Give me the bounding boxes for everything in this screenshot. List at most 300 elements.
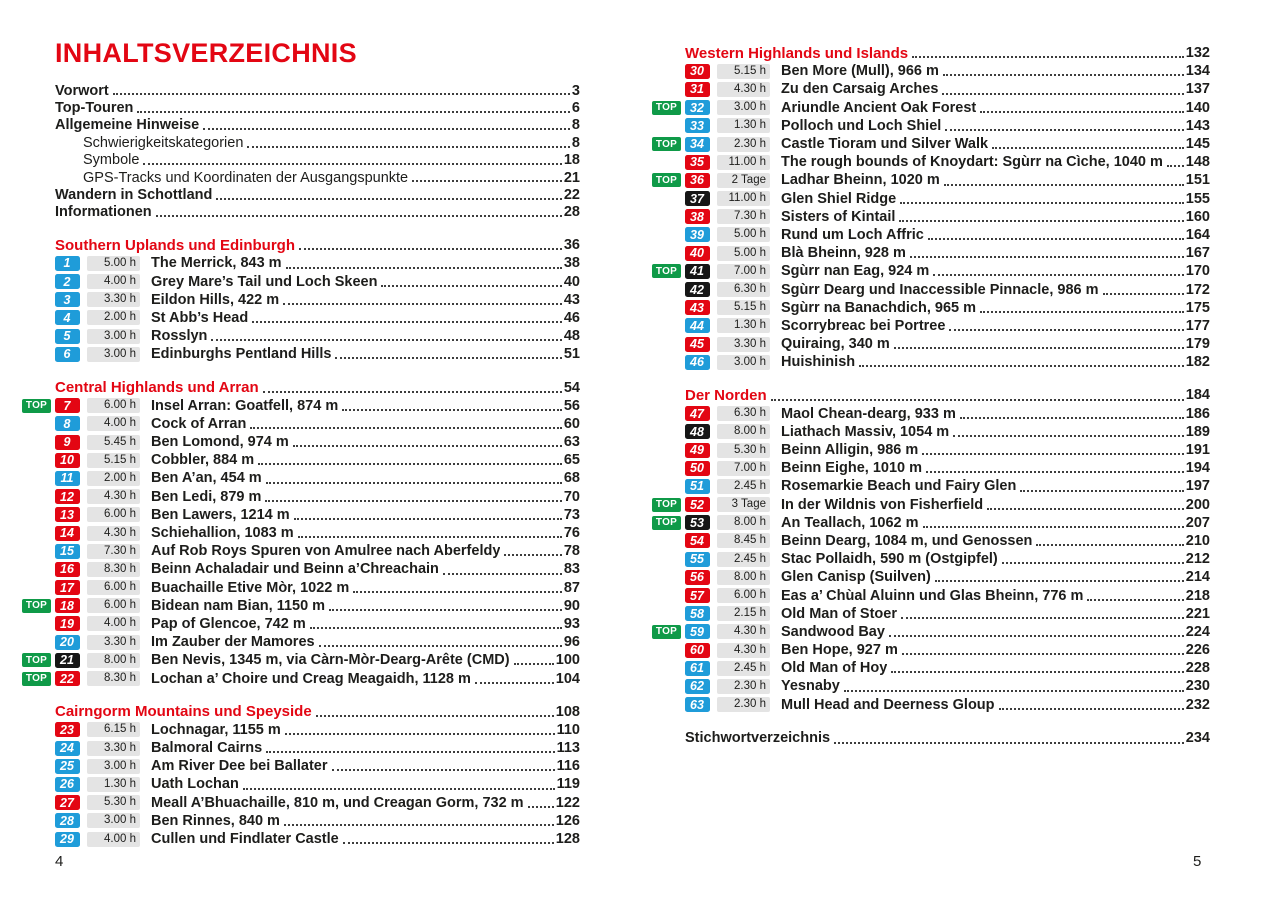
tour-duration: 7.30 h [87, 544, 140, 559]
tour-row [652, 62, 1210, 80]
top-badge-slot [22, 653, 55, 667]
dot-leader [113, 93, 570, 95]
tour-title: Rosemarkie Beach und Fairy Glen [781, 478, 1017, 495]
tour-number-badge: 57 [685, 588, 710, 603]
tour-duration: 5.30 h [87, 795, 140, 810]
tour-title: Ben Lawers, 1214 m [151, 506, 290, 523]
tour-duration: 2.15 h [717, 606, 770, 621]
tour-title: Liathach Massiv, 1054 m [781, 423, 950, 440]
tour-title: Meall A’Bhuachaille, 810 m, und Creagan Gorm, 732 m [151, 794, 524, 811]
tour-row [652, 550, 1210, 568]
page-ref: 167 [1185, 245, 1210, 262]
toc-front-entry [55, 152, 580, 169]
tour-duration: 6.00 h [87, 398, 140, 413]
tour-title: Uath Lochan [151, 776, 239, 793]
dot-leader [528, 806, 554, 808]
tour-title: Grey Mare’s Tail und Loch Skeen [151, 273, 378, 290]
tour-duration: 3.00 h [87, 347, 140, 362]
tour-number-badge: 29 [55, 832, 80, 847]
dot-leader [316, 715, 554, 717]
tour-duration: 3.00 h [87, 329, 140, 344]
tour-title: Sgùrr nan Eag, 924 m [781, 263, 930, 280]
tour-duration: 3.30 h [87, 635, 140, 650]
page-ref: 96 [563, 634, 580, 651]
dot-leader [335, 357, 561, 359]
tour-title: Lochan a’ Choire und Creag Meagaidh, 1128 m [151, 670, 471, 687]
page-ref: 56 [563, 397, 580, 414]
toc-front-entry [55, 82, 580, 99]
top-badge: TOP [652, 516, 681, 530]
tour-row [22, 488, 580, 506]
dot-leader [319, 645, 562, 647]
tour-title: Sgùrr na Banachdich, 965 m [781, 299, 977, 316]
dot-leader [912, 56, 1184, 58]
tour-row [22, 506, 580, 524]
tour-number-badge: 3 [55, 292, 80, 307]
tour-duration: 6.30 h [717, 282, 770, 297]
tour-number-badge: 36 [685, 173, 710, 188]
dot-leader [1036, 544, 1183, 546]
page-ref: 48 [563, 328, 580, 345]
tour-title: Maol Chean-dearg, 933 m [781, 405, 956, 422]
tour-duration: 11.00 h [717, 191, 770, 206]
toc-front-entry [55, 117, 580, 134]
tour-row [652, 459, 1210, 477]
tour-title: Buachaille Etive Mòr, 1022 m [151, 579, 350, 596]
page-ref: 63 [563, 434, 580, 451]
dot-leader [943, 74, 1184, 76]
dot-leader [901, 617, 1184, 619]
tour-title: Ben Nevis, 1345 m, via Càrn-Mòr-Dearg-Arête (CMD) [151, 652, 510, 669]
dot-leader [475, 682, 554, 684]
dot-leader [299, 248, 562, 250]
tour-number-badge: 59 [685, 624, 710, 639]
toc-entry-label: Symbole [83, 152, 140, 169]
top-badge: TOP [22, 599, 51, 613]
tour-duration: 3.30 h [87, 292, 140, 307]
page-ref: 172 [1185, 281, 1210, 298]
tour-duration: 5.45 h [87, 435, 140, 450]
dot-leader [203, 128, 570, 130]
toc-front-entry [55, 99, 580, 116]
tour-row [22, 721, 580, 739]
tour-duration: 4.30 h [87, 489, 140, 504]
tour-duration: 1.30 h [717, 318, 770, 333]
tour-title: Cock of Arran [151, 415, 247, 432]
tour-row [22, 397, 580, 415]
tour-duration: 7.30 h [717, 209, 770, 224]
tour-row [652, 677, 1210, 695]
tour-title: St Abb’s Head [151, 309, 249, 326]
tour-number-badge: 40 [685, 246, 710, 261]
tour-row [22, 560, 580, 578]
tour-title: Castle Tioram und Silver Walk [781, 136, 989, 153]
tour-row [652, 532, 1210, 550]
dot-leader [504, 554, 561, 556]
page-ref: 40 [563, 273, 580, 290]
tour-number-badge: 27 [55, 795, 80, 810]
page-ref: 230 [1185, 678, 1210, 695]
tour-title: Im Zauber der Mamores [151, 634, 315, 651]
dot-leader [294, 518, 562, 520]
page-ref: 3 [571, 82, 580, 99]
dot-leader [265, 500, 561, 502]
toc-entry-label: Schwierigkeitskategorien [83, 134, 244, 151]
section-heading-label: Der Norden [685, 386, 767, 404]
tour-row [22, 542, 580, 560]
tour-title: Lochnagar, 1155 m [151, 721, 281, 738]
page-ref: 65 [563, 452, 580, 469]
toc-section-heading [685, 386, 1210, 404]
section-heading-label: Cairngorm Mountains und Speyside [55, 703, 312, 721]
dot-leader [250, 427, 562, 429]
dot-leader [980, 111, 1184, 113]
tour-title: Glen Canisp (Suilven) [781, 569, 931, 586]
tour-number-badge: 21 [55, 653, 80, 668]
tour-number-badge: 16 [55, 562, 80, 577]
tour-title: The Merrick, 843 m [151, 255, 282, 272]
dot-leader [902, 653, 1184, 655]
page-ref: 194 [1185, 460, 1210, 477]
page-ref: 234 [1185, 730, 1210, 747]
page-ref: 226 [1185, 642, 1210, 659]
tour-duration: 2.00 h [87, 310, 140, 325]
page-ref: 126 [555, 812, 580, 829]
tour-title: Am River Dee bei Ballater [151, 758, 328, 775]
tour-number-badge: 22 [55, 671, 80, 686]
dot-leader [286, 267, 562, 269]
dot-leader [987, 508, 1184, 510]
dot-leader [942, 93, 1183, 95]
page-ref: 8 [571, 134, 580, 151]
page-ref: 38 [563, 255, 580, 272]
tour-number-badge: 12 [55, 489, 80, 504]
tour-duration: 3.00 h [717, 355, 770, 370]
top-badge: TOP [652, 625, 681, 639]
top-badge: TOP [22, 399, 51, 413]
tour-row [22, 669, 580, 687]
dot-leader [143, 163, 561, 165]
dot-leader [283, 303, 562, 305]
tour-duration: 4.30 h [717, 643, 770, 658]
tour-duration: 8.00 h [717, 570, 770, 585]
page-ref: 51 [563, 346, 580, 363]
page-ref: 54 [563, 379, 580, 396]
tour-title: Beinn Alligin, 986 m [781, 442, 919, 459]
tour-duration: 5.30 h [717, 443, 770, 458]
dot-leader [216, 198, 562, 200]
top-badge: TOP [652, 101, 681, 115]
tour-duration: 2.45 h [717, 661, 770, 676]
dot-leader [992, 147, 1184, 149]
tour-row [652, 135, 1210, 153]
dot-leader [211, 339, 561, 341]
dot-leader [899, 220, 1183, 222]
page-ref: 78 [563, 543, 580, 560]
dot-leader [353, 591, 562, 593]
dot-leader [922, 453, 1184, 455]
dot-leader [1103, 293, 1184, 295]
dot-leader [928, 238, 1184, 240]
tour-duration: 4.00 h [87, 274, 140, 289]
dot-leader [443, 573, 562, 575]
tour-duration: 1.30 h [717, 118, 770, 133]
section-heading-label: Central Highlands und Arran [55, 379, 259, 397]
dot-leader [258, 463, 562, 465]
tour-row [652, 190, 1210, 208]
dot-leader [771, 399, 1184, 401]
tour-row [22, 597, 580, 615]
section-gap [22, 221, 580, 236]
tour-row [652, 99, 1210, 117]
toc-section-heading [55, 703, 580, 721]
top-badge-slot [652, 625, 685, 639]
toc-section-heading [55, 378, 580, 396]
tour-title: Eas a’ Chùal Aluinn und Glas Bheinn, 776 m [781, 587, 1084, 604]
tour-row [22, 254, 580, 272]
tour-row [22, 830, 580, 848]
page-ref: 200 [1185, 496, 1210, 513]
page-ref: 186 [1185, 405, 1210, 422]
page-ref: 73 [563, 506, 580, 523]
tour-row [652, 353, 1210, 371]
tour-duration: 6.15 h [87, 722, 140, 737]
tour-row [652, 623, 1210, 641]
tour-number-badge: 63 [685, 697, 710, 712]
top-badge-slot [652, 516, 685, 530]
tour-title: Ben Hope, 927 m [781, 642, 898, 659]
tour-duration: 7.00 h [717, 264, 770, 279]
tour-duration: 3.30 h [87, 741, 140, 756]
tour-row [22, 812, 580, 830]
dot-leader [298, 536, 562, 538]
page-ref: 179 [1185, 336, 1210, 353]
tour-row [652, 117, 1210, 135]
top-badge-slot [652, 137, 685, 151]
top-badge-slot [652, 498, 685, 512]
dot-leader [285, 733, 555, 735]
page-number-right: 5 [1193, 853, 1202, 870]
tour-number-badge: 13 [55, 507, 80, 522]
page-ref: 113 [556, 740, 580, 757]
dot-leader [960, 417, 1184, 419]
tour-row [652, 568, 1210, 586]
tour-duration: 7.00 h [717, 461, 770, 476]
page-ref: 100 [555, 652, 580, 669]
tour-duration: 4.30 h [87, 526, 140, 541]
top-badge-slot [22, 599, 55, 613]
tour-row [22, 775, 580, 793]
dot-leader [910, 256, 1184, 258]
page-ref: 60 [563, 415, 580, 432]
tour-number-badge: 7 [55, 398, 80, 413]
tour-row [22, 345, 580, 363]
page-ref: 218 [1185, 587, 1210, 604]
page-ref: 210 [1185, 532, 1210, 549]
page-ref: 68 [563, 470, 580, 487]
tour-row [22, 579, 580, 597]
tour-row [22, 291, 580, 309]
toc-entry-label: Informationen [55, 204, 152, 221]
tour-row [22, 615, 580, 633]
tour-title: Sgùrr Dearg und Inaccessible Pinnacle, 986 m [781, 281, 1099, 298]
page-ref: 175 [1185, 299, 1210, 316]
dot-leader [944, 184, 1184, 186]
top-badge: TOP [22, 672, 51, 686]
top-badge: TOP [652, 264, 681, 278]
tour-row [652, 641, 1210, 659]
page-ref: 87 [563, 579, 580, 596]
tour-number-badge: 18 [55, 598, 80, 613]
tour-duration: 2.30 h [717, 697, 770, 712]
page-ref: 36 [563, 237, 580, 254]
page-ref: 140 [1185, 99, 1210, 116]
tour-number-badge: 58 [685, 606, 710, 621]
tour-title: Ariundle Ancient Oak Forest [781, 99, 977, 116]
dot-leader [1087, 599, 1183, 601]
page-ref: 8 [571, 117, 580, 134]
tour-duration: 1.30 h [87, 777, 140, 792]
tour-duration: 4.00 h [87, 832, 140, 847]
toc-front-entry [55, 186, 580, 203]
tour-title: Ben More (Mull), 966 m [781, 63, 939, 80]
tour-title: The rough bounds of Knoydart: Sgùrr na Cìche, 1040 m [781, 154, 1163, 171]
tour-number-badge: 51 [685, 479, 710, 494]
tour-row [652, 423, 1210, 441]
tour-number-badge: 60 [685, 643, 710, 658]
tour-number-badge: 33 [685, 118, 710, 133]
tour-title: Ben Ledi, 879 m [151, 488, 262, 505]
tour-number-badge: 20 [55, 635, 80, 650]
page-ref: 148 [1185, 154, 1210, 171]
top-badge-slot [652, 264, 685, 278]
tour-duration: 6.00 h [87, 507, 140, 522]
tour-row [22, 451, 580, 469]
tour-row [652, 317, 1210, 335]
dot-leader [252, 321, 562, 323]
tour-row [22, 651, 580, 669]
tour-duration: 11.00 h [717, 155, 770, 170]
tour-duration: 2.45 h [717, 552, 770, 567]
tour-duration: 2 Tage [717, 173, 770, 188]
tour-number-badge: 32 [685, 100, 710, 115]
page-ref: 93 [563, 615, 580, 632]
tour-row [652, 405, 1210, 423]
page-ref: 90 [563, 597, 580, 614]
page-ref: 191 [1185, 442, 1210, 459]
top-badge: TOP [22, 653, 51, 667]
page-ref: 108 [555, 703, 580, 720]
tour-title: Edinburghs Pentland Hills [151, 346, 332, 363]
page-ref: 116 [556, 758, 580, 775]
dot-leader [310, 627, 562, 629]
tour-number-badge: 48 [685, 424, 710, 439]
tour-duration: 2.45 h [717, 479, 770, 494]
tour-number-badge: 25 [55, 759, 80, 774]
tour-duration: 8.00 h [717, 515, 770, 530]
tour-duration: 8.00 h [87, 653, 140, 668]
tour-number-badge: 34 [685, 137, 710, 152]
tour-row [652, 244, 1210, 262]
page-ref: 76 [563, 525, 580, 542]
tour-duration: 6.00 h [87, 580, 140, 595]
tour-title: Polloch und Loch Shiel [781, 117, 942, 134]
tour-duration: 5.15 h [717, 300, 770, 315]
toc-section-heading [685, 44, 1210, 62]
tour-row [652, 477, 1210, 495]
tour-duration: 8.30 h [87, 562, 140, 577]
tour-duration: 4.30 h [717, 624, 770, 639]
tour-number-badge: 41 [685, 264, 710, 279]
tour-title: Sandwood Bay [781, 623, 885, 640]
dot-leader [263, 391, 562, 393]
tour-number-badge: 47 [685, 406, 710, 421]
tour-number-badge: 50 [685, 461, 710, 476]
dot-leader [923, 526, 1184, 528]
tour-title: Ben Lomond, 974 m [151, 434, 289, 451]
tour-row [652, 496, 1210, 514]
top-badge: TOP [652, 498, 681, 512]
page-ref: 128 [555, 831, 580, 848]
page-ref: 132 [1185, 45, 1210, 62]
page-ref: 122 [555, 794, 580, 811]
tour-duration: 3.00 h [717, 100, 770, 115]
page-ref: 46 [563, 309, 580, 326]
tour-number-badge: 19 [55, 616, 80, 631]
dot-leader [342, 409, 562, 411]
section-heading-label: Southern Uplands und Edinburgh [55, 236, 295, 254]
tour-title: Bidean nam Bian, 1150 m [151, 597, 326, 614]
dot-leader [834, 742, 1184, 744]
page-ref: 43 [563, 291, 580, 308]
tour-duration: 6.00 h [717, 588, 770, 603]
dot-leader [156, 215, 562, 217]
top-badge-slot [652, 173, 685, 187]
tour-number-badge: 23 [55, 722, 80, 737]
tour-title: Schiehallion, 1083 m [151, 525, 294, 542]
tour-duration: 5.00 h [717, 227, 770, 242]
toc-column-right [652, 44, 1210, 748]
page-ref: 151 [1185, 172, 1210, 189]
tour-title: Beinn Achaladair und Beinn a’Chreachain [151, 561, 439, 578]
page-ref: 110 [556, 721, 580, 738]
tour-number-badge: 43 [685, 300, 710, 315]
tour-title: An Teallach, 1062 m [781, 514, 919, 531]
toc-entry-label: Allgemeine Hinweise [55, 117, 200, 134]
dot-leader [935, 580, 1184, 582]
tour-row [22, 757, 580, 775]
tour-title: Rosslyn [151, 328, 208, 345]
dot-leader [514, 663, 554, 665]
top-badge-slot [22, 672, 55, 686]
tour-title: Eildon Hills, 422 m [151, 291, 280, 308]
tour-row [652, 153, 1210, 171]
dot-leader [980, 311, 1184, 313]
page-title: INHALTSVERZEICHNIS [55, 38, 357, 68]
page-ref: 164 [1185, 226, 1210, 243]
tour-duration: 8.00 h [717, 424, 770, 439]
tour-number-badge: 10 [55, 453, 80, 468]
page-ref: 160 [1185, 208, 1210, 225]
toc-entry-label: Top-Touren [55, 100, 134, 117]
dot-leader [329, 609, 562, 611]
dot-leader [1002, 562, 1184, 564]
page-ref: 224 [1185, 623, 1210, 640]
tour-number-badge: 46 [685, 355, 710, 370]
tour-row [652, 80, 1210, 98]
dot-leader [933, 274, 1184, 276]
dot-leader [894, 347, 1184, 349]
